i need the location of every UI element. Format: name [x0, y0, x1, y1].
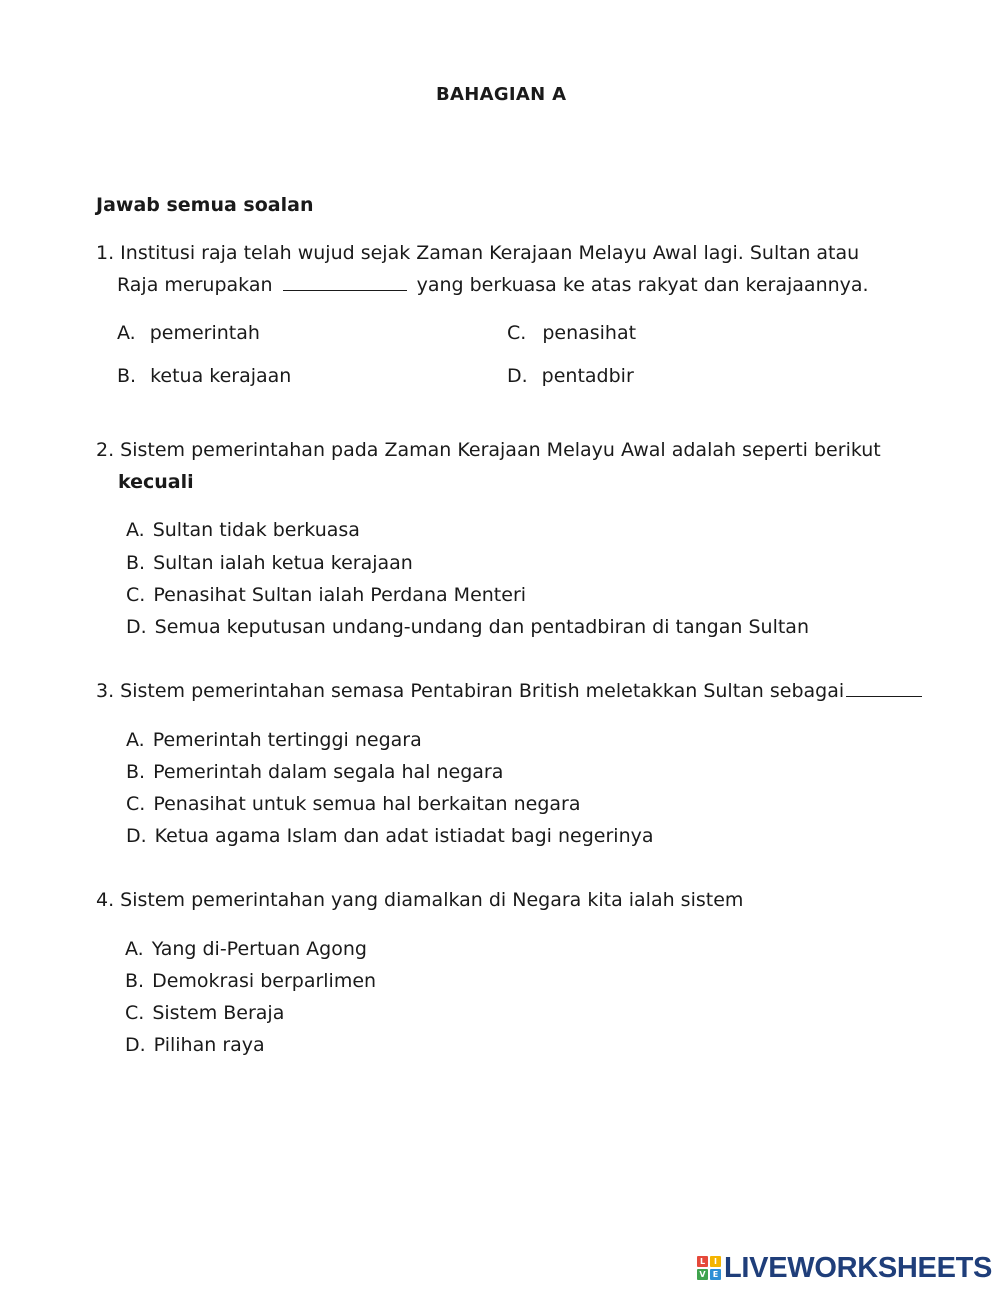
question-3-option-b[interactable]	[126, 760, 503, 784]
question-3-blank[interactable]	[846, 680, 922, 697]
option-letter: A.	[117, 322, 136, 344]
instruction: Jawab semua soalan	[96, 194, 314, 216]
option-text: Penasihat Sultan ialah Perdana Menteri	[153, 584, 527, 606]
option-text: Semua keputusan undang-undang dan pentadbiran di tangan Sultan	[154, 616, 809, 638]
logo-block: E	[710, 1269, 721, 1280]
page-title: BAHAGIAN A	[436, 84, 567, 105]
option-letter: C.	[507, 322, 527, 344]
option-text: Yang di-Pertuan Agong	[151, 938, 367, 960]
logo-block: I	[710, 1256, 721, 1267]
question-3-option-d[interactable]	[126, 824, 654, 848]
option-text: Demokrasi berparlimen	[152, 970, 377, 992]
question-1-option-a[interactable]	[117, 321, 260, 345]
question-2-option-d[interactable]	[126, 615, 809, 639]
option-letter: B.	[126, 552, 146, 574]
logo-mark-icon	[697, 1256, 721, 1280]
option-letter: C.	[125, 1002, 145, 1024]
logo-block: L	[697, 1256, 708, 1267]
question-4-option-b[interactable]	[125, 969, 376, 993]
question-2-option-a[interactable]	[126, 518, 360, 542]
option-text: Sultan ialah ketua kerajaan	[153, 552, 413, 574]
question-3-line-1	[96, 679, 922, 703]
question-2-emphasis: kecuali	[118, 471, 194, 493]
option-letter: C.	[126, 584, 146, 606]
question-3-option-c[interactable]	[126, 792, 580, 816]
option-text: penasihat	[542, 322, 637, 344]
question-1-option-d[interactable]	[507, 364, 634, 388]
question-4-option-d[interactable]	[125, 1033, 265, 1057]
question-1-option-c[interactable]	[507, 321, 636, 345]
option-letter: A.	[126, 729, 145, 751]
logo-block: V	[697, 1269, 708, 1280]
question-1-line-2	[117, 273, 869, 297]
question-2-option-b[interactable]	[126, 551, 413, 575]
option-letter: A.	[126, 519, 145, 541]
option-text: pentadbir	[541, 365, 634, 387]
question-3-text: 3. Sistem pemerintahan semasa Pentabiran British meletakkan Sultan sebagai	[96, 680, 845, 702]
option-letter: D.	[125, 1034, 146, 1056]
logo-text: LIVEWORKSHEETS	[724, 1252, 993, 1284]
question-2-option-c[interactable]	[126, 583, 526, 607]
option-text: Sultan tidak berkuasa	[152, 519, 360, 541]
option-letter: C.	[126, 793, 146, 815]
option-letter: B.	[126, 761, 146, 783]
question-1-blank[interactable]	[283, 274, 407, 291]
question-1-line-1: 1. Institusi raja telah wujud sejak Zaman Kerajaan Melayu Awal lagi. Sultan atau	[96, 242, 860, 264]
option-letter: D.	[507, 365, 528, 387]
question-1-text-after-blank: yang berkuasa ke atas rakyat dan kerajaannya.	[416, 274, 869, 296]
option-text: Sistem Beraja	[152, 1002, 285, 1024]
option-text: Pemerintah tertinggi negara	[152, 729, 422, 751]
option-letter: D.	[126, 825, 147, 847]
option-letter: D.	[126, 616, 147, 638]
question-4-option-c[interactable]	[125, 1001, 284, 1025]
liveworksheets-logo	[697, 1253, 992, 1283]
question-1-option-b[interactable]	[117, 364, 291, 388]
question-2-line-1: 2. Sistem pemerintahan pada Zaman Kerajaan Melayu Awal adalah seperti berikut	[96, 439, 881, 461]
option-text: ketua kerajaan	[150, 365, 292, 387]
option-text: Penasihat untuk semua hal berkaitan negara	[153, 793, 581, 815]
question-4-line-1: 4. Sistem pemerintahan yang diamalkan di Negara kita ialah sistem	[96, 889, 744, 911]
option-text: Ketua agama Islam dan adat istiadat bagi negerinya	[154, 825, 654, 847]
option-letter: B.	[117, 365, 137, 387]
option-letter: B.	[125, 970, 145, 992]
option-letter: A.	[125, 938, 144, 960]
option-text: pemerintah	[149, 322, 260, 344]
question-1-text-before-blank: Raja merupakan	[117, 274, 273, 296]
option-text: Pemerintah dalam segala hal negara	[153, 761, 504, 783]
question-4-option-a[interactable]	[125, 937, 367, 961]
option-text: Pilihan raya	[153, 1034, 265, 1056]
question-3-option-a[interactable]	[126, 728, 422, 752]
